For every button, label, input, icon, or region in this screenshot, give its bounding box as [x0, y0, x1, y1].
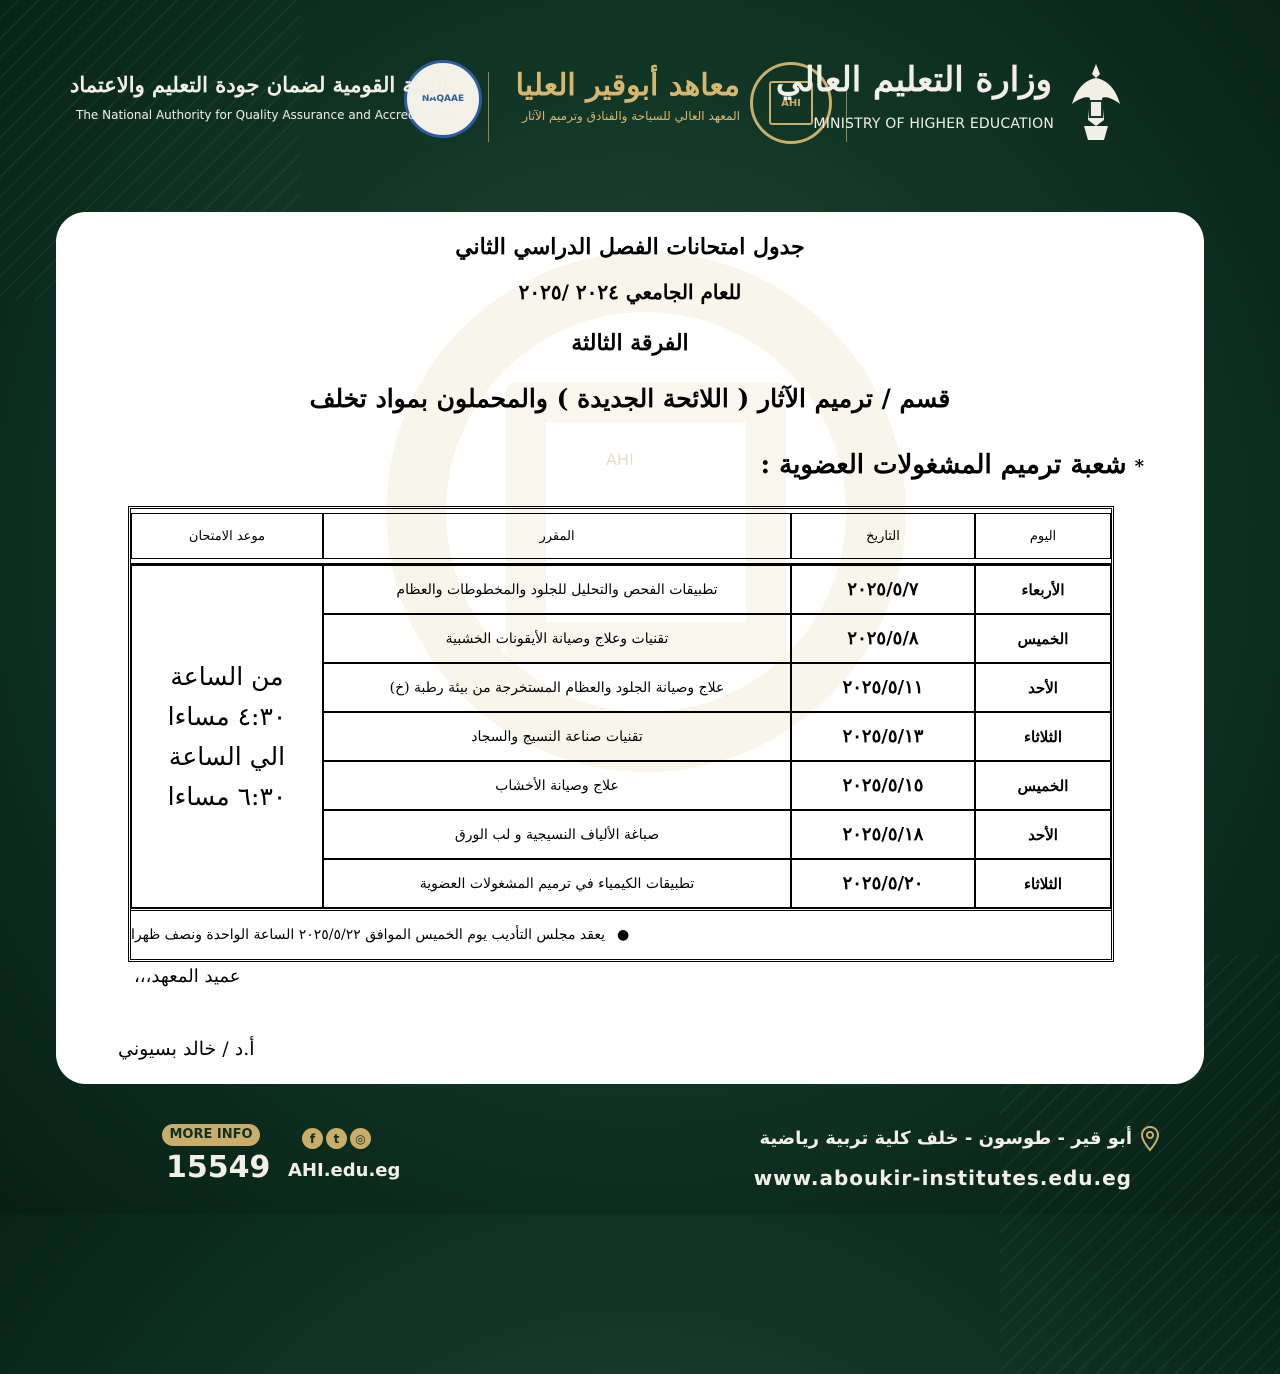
- schedule-title: جدول امتحانات الفصل الدراسي الثاني: [455, 234, 805, 260]
- row-day: الخميس: [975, 761, 1111, 810]
- branch-marker: *: [1134, 455, 1144, 477]
- exam-time-cell: [131, 565, 323, 908]
- more-info-badge: MORE INFO: [162, 1124, 260, 1146]
- time-line: ٦:٣٠ مساءا: [167, 781, 287, 811]
- row-day: الثلاثاء: [975, 859, 1111, 908]
- watermark-text: AHI: [606, 450, 634, 469]
- facebook-icon[interactable]: f: [302, 1128, 323, 1149]
- row-course: علاج وصيانة الجلود والعظام المستخرجة من بيئة رطبة (خ): [323, 663, 791, 712]
- table-row: [323, 761, 1111, 810]
- table-body: [131, 563, 1111, 908]
- row-day: الأحد: [975, 810, 1111, 859]
- row-day: الأحد: [975, 663, 1111, 712]
- disciplinary-note: [131, 908, 1111, 959]
- table-row: [323, 810, 1111, 859]
- table-header-row: [131, 509, 1111, 563]
- dean-title: عميد المعهد،،،: [134, 966, 241, 987]
- time-line: الي الساعة: [168, 741, 286, 771]
- row-date: ٢٠٢٥/٥/١١: [791, 663, 975, 712]
- table-row: [323, 614, 1111, 663]
- row-date: ٢٠٢٥/٥/٧: [791, 565, 975, 614]
- instagram-icon[interactable]: ◎: [350, 1128, 371, 1149]
- row-date: ٢٠٢٥/٥/١٥: [791, 761, 975, 810]
- row-day: الثلاثاء: [975, 712, 1111, 761]
- aboukir-institutes-logo: [490, 68, 740, 148]
- eagle-emblem-icon: [1070, 60, 1122, 146]
- row-date: ٢٠٢٥/٥/٨: [791, 614, 975, 663]
- row-course: تقنيات صناعة النسيج والسجاد: [323, 712, 791, 761]
- table-row: [323, 565, 1111, 614]
- header-date: التاريخ: [791, 513, 975, 559]
- time-line: من الساعة: [170, 661, 284, 691]
- row-day: الخميس: [975, 614, 1111, 663]
- header-divider: [488, 72, 489, 142]
- table-row: [323, 712, 1111, 761]
- row-course: تقنيات وعلاج وصيانة الأيقونات الخشبية: [323, 614, 791, 663]
- branch-label: شعبة ترميم المشغولات العضوية :: [760, 450, 1127, 480]
- naqaae-name-en: The National Authority for Quality Assurance and Accreditation: [76, 108, 454, 122]
- website-link[interactable]: www.aboukir-institutes.edu.eg: [753, 1166, 1132, 1190]
- level-title: الفرقة الثالثة: [571, 330, 689, 356]
- table-rows: [323, 565, 1111, 908]
- twitter-icon[interactable]: t: [326, 1128, 347, 1149]
- time-line: ٤:٣٠ مساءا: [167, 701, 287, 731]
- row-course: تطبيقات الكيمياء في ترميم المشغولات العضوية: [323, 859, 791, 908]
- address-text: أبو قير - طوسون - خلف كلية تربية رياضية: [759, 1128, 1132, 1149]
- row-course: تطبيقات الفحص والتحليل للجلود والمخطوطات والعظام: [323, 565, 791, 614]
- row-date: ٢٠٢٥/٥/١٣: [791, 712, 975, 761]
- ahi-seal-text: AHI: [769, 81, 813, 125]
- row-date: ٢٠٢٥/٥/١٨: [791, 810, 975, 859]
- signer-name: أ.د / خالد بسيوني: [118, 1038, 255, 1060]
- row-course: علاج وصيانة الأخشاب: [323, 761, 791, 810]
- social-icons: [302, 1128, 371, 1149]
- bullet-icon: ●: [617, 927, 630, 943]
- header-time: موعد الامتحان: [131, 513, 323, 559]
- exam-time-text: [168, 657, 287, 817]
- exam-table: [128, 506, 1114, 962]
- ministry-name-ar: وزارة التعليم العالي: [775, 60, 1052, 100]
- note-text: يعقد مجلس التأديب يوم الخميس الموافق ٢٠٢٥/٥/٢٢ الساعة الواحدة ونصف ظهرا: [131, 927, 605, 943]
- row-date: ٢٠٢٥/٥/٢٠: [791, 859, 975, 908]
- table-row: [323, 859, 1111, 908]
- header-day: اليوم: [975, 513, 1111, 559]
- header-logos: [0, 52, 1280, 152]
- aboukir-name-ar: معاهد أبوقير العليا: [515, 68, 740, 103]
- exam-schedule-card: [56, 212, 1204, 1084]
- academic-year: للعام الجامعي ٢٠٢٤ /٢٠٢٥: [518, 280, 742, 304]
- hotline-number: 15549: [166, 1150, 271, 1185]
- aboukir-subtitle: المعهد العالي للسياحة والفنادق وترميم الآثار: [522, 109, 740, 123]
- header-course: المقرر: [323, 513, 791, 559]
- short-website-link[interactable]: AHI.edu.eg: [288, 1160, 401, 1181]
- ministry-name-en: MINISTRY OF HIGHER EDUCATION: [813, 116, 1054, 132]
- branch-title: [761, 450, 1145, 480]
- table-row: [323, 663, 1111, 712]
- row-day: الأربعاء: [975, 565, 1111, 614]
- location-pin-icon: [1140, 1126, 1160, 1152]
- department-title: قسم / ترميم الآثار ( اللائحة الجديدة ) والمحملون بمواد تخلف: [309, 384, 951, 413]
- row-course: صباغة الألياف النسيجية و لب الورق: [323, 810, 791, 859]
- naqaae-seal-text: NAQAAE: [421, 94, 465, 104]
- naqaae-name-ar: الهيئة القومية لضمان جودة التعليم والاعتماد: [70, 72, 449, 97]
